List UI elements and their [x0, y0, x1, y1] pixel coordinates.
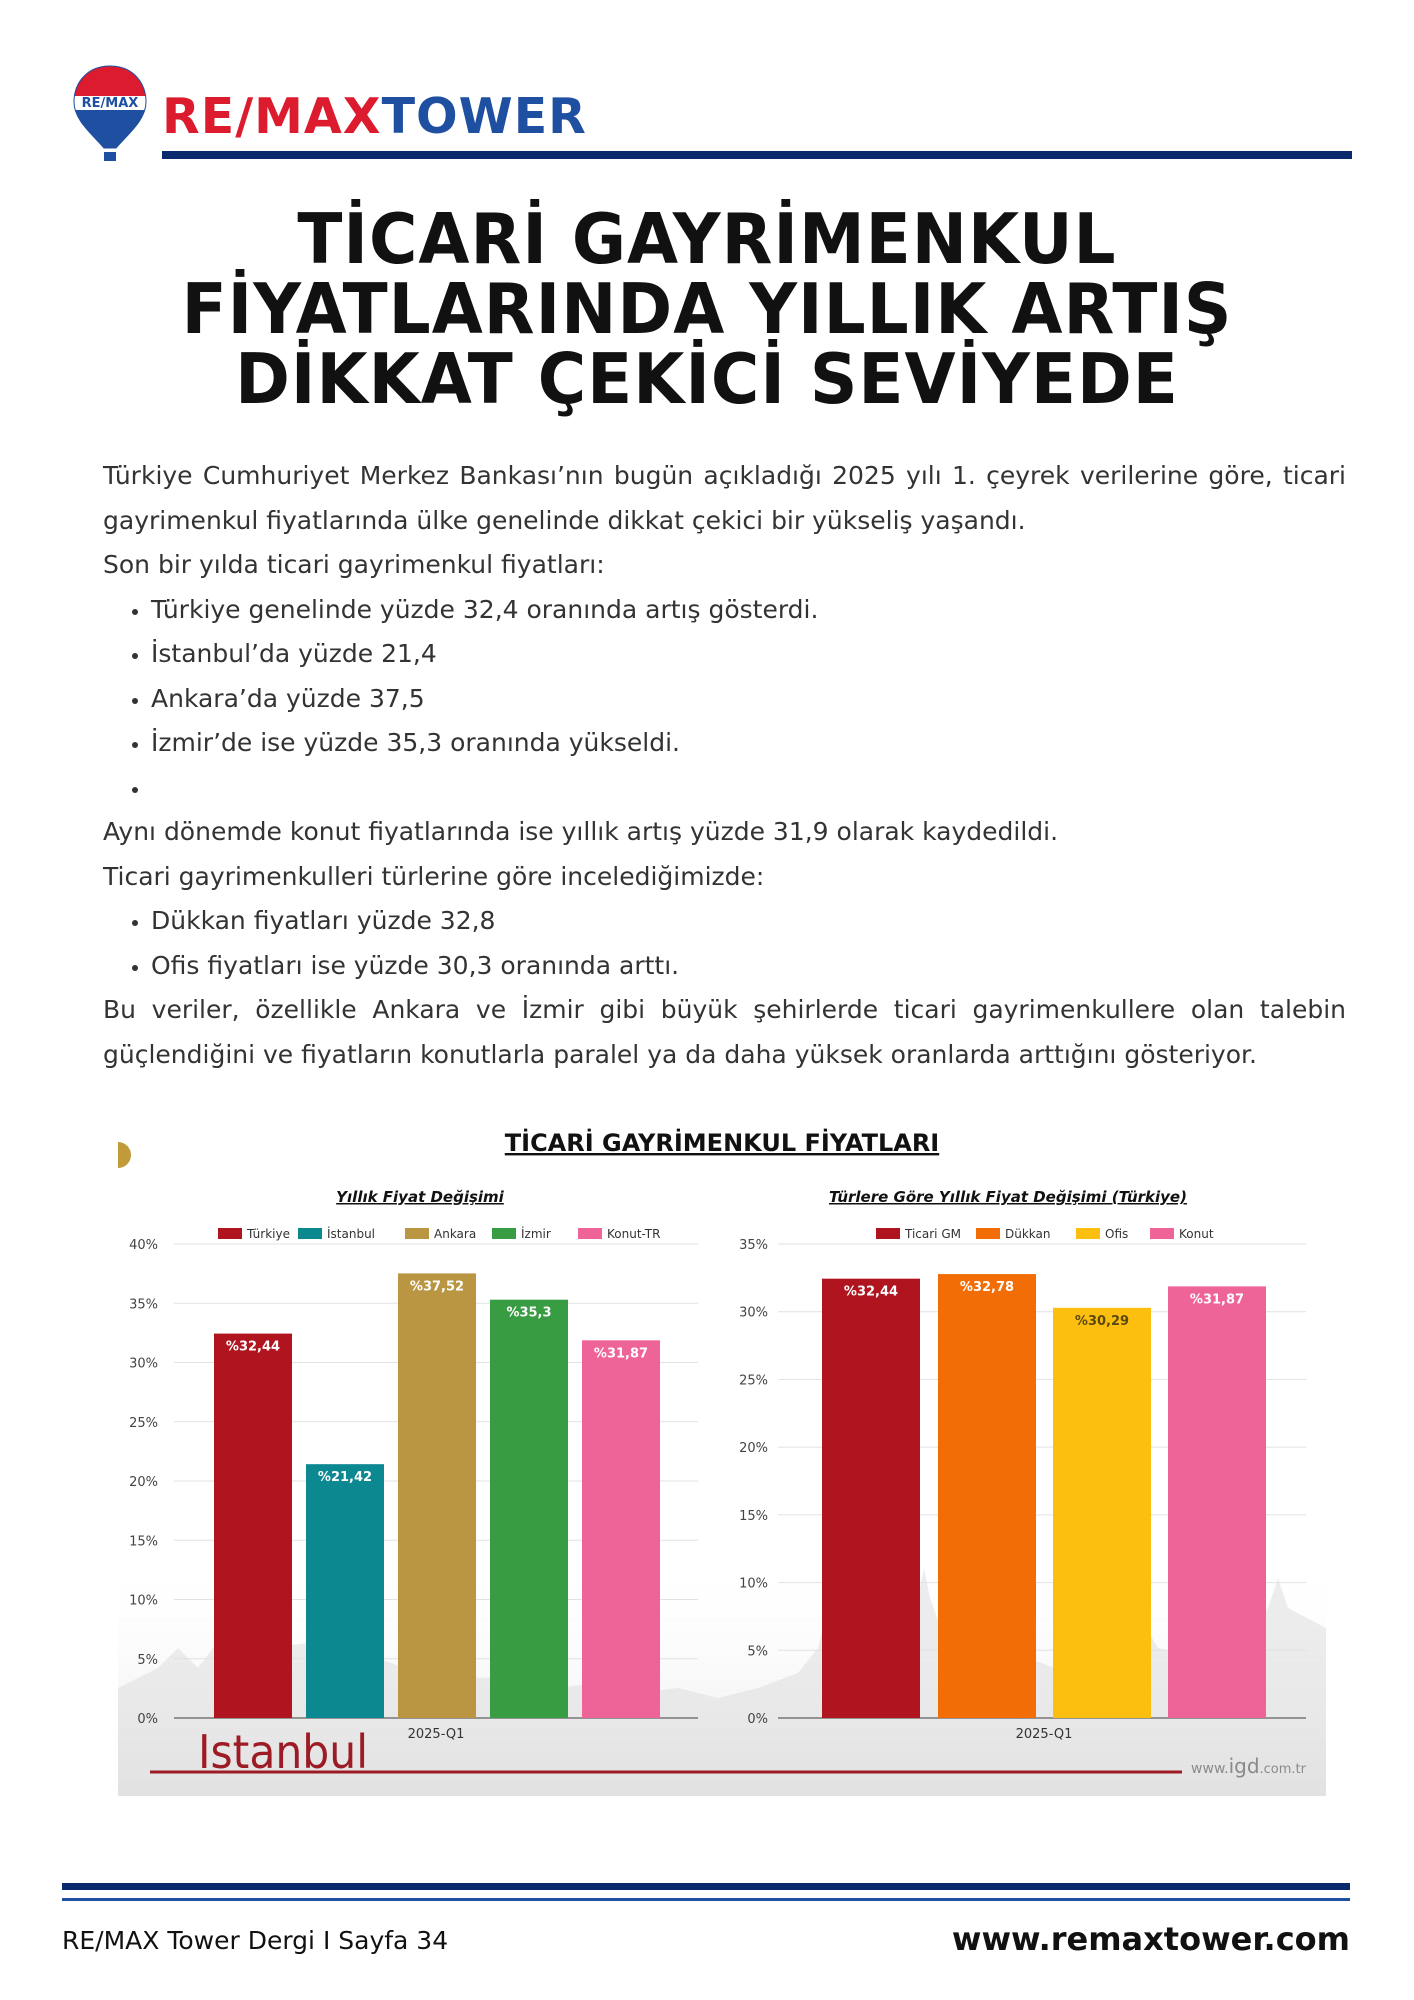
logo-text: RE/MAX — [81, 96, 139, 111]
legend-label: Dükkan — [1005, 1227, 1051, 1241]
data-label: %35,3 — [506, 1305, 552, 1321]
data-label: %37,52 — [409, 1279, 465, 1295]
legend-swatch — [218, 1228, 242, 1239]
paragraph-lead: Son bir yılda ticari gayrimenkul fiyatları: — [103, 550, 605, 579]
legend-swatch — [492, 1228, 516, 1239]
data-label: %32,44 — [843, 1284, 899, 1300]
bar-i-zmir — [490, 1300, 568, 1718]
paragraph-types: Ticari gayrimenkulleri türlerine göre incelediğimizde: — [103, 861, 765, 891]
x-category-label: 2025-Q1 — [407, 1727, 465, 1742]
footer-rule-thin — [62, 1898, 1350, 1901]
brand-wordmark — [162, 88, 587, 145]
y-tick-label: 5% — [137, 1652, 158, 1668]
paragraph-conclusion: Bu veriler, özellikle Ankara ve İzmir gibi büyük şehirlerde ticari gayrimenkullere olan talebin güçlendiğini ve fiyatların konutlarla paralel ya da daha yüksek oranlarda arttığını gösteriyor. — [103, 995, 1346, 1069]
brand-remax: RE/MAX — [162, 88, 382, 145]
legend-label: Konut — [1179, 1227, 1214, 1241]
y-tick-label: 25% — [739, 1373, 768, 1389]
brand-tower: TOWER — [381, 88, 587, 145]
headline-line-2: FİYATLARINDA YILLIK ARTIŞ — [181, 269, 1233, 350]
y-tick-label: 10% — [129, 1593, 158, 1609]
legend-swatch — [876, 1228, 900, 1239]
paragraph-intro: Türkiye Cumhuriyet Merkez Bankası’nın bugün açıkladığı 2025 yılı 1. çeyrek verilerine göre, ticari gayrimenkul fiyatlarında ülke genelinde dikkat çekici bir yükseliş yaşandı. — [103, 461, 1346, 535]
remax-balloon-logo — [70, 62, 150, 170]
data-label: %21,42 — [317, 1470, 373, 1486]
legend-label: Ankara — [434, 1227, 477, 1241]
y-tick-label: 35% — [739, 1238, 768, 1253]
y-tick-label: 20% — [739, 1441, 768, 1457]
chart-yearly-change — [129, 1188, 698, 1742]
y-tick-label: 20% — [129, 1475, 158, 1490]
chart-subtitle: Yıllık Fiyat Değişimi — [336, 1188, 504, 1206]
infographic-svg — [118, 1128, 1326, 1796]
bar-ankara — [398, 1273, 476, 1718]
x-category-label: 2025-Q1 — [1015, 1727, 1073, 1742]
list-item: • Dükkan fiyatları yüzde 32,8 — [151, 899, 1346, 944]
y-tick-label: 0% — [137, 1712, 158, 1727]
bar-ticari-gm — [822, 1279, 920, 1718]
legend-swatch — [1076, 1228, 1100, 1239]
y-tick-label: 15% — [739, 1508, 768, 1524]
legend-label: Ofis — [1105, 1227, 1129, 1241]
headline-line-1: TİCARİ GAYRİMENKUL — [297, 199, 1117, 280]
chart-subtitle: Türlere Göre Yıllık Fiyat Değişimi (Türkiye) — [829, 1188, 1187, 1206]
list-item: • İzmir’de ise yüzde 35,3 oranında yükseldi. — [151, 721, 1346, 766]
footer-magazine-page: RE/MAX Tower Dergi I Sayfa 34 — [62, 1926, 449, 1955]
source-credit: www.igd.com.tr — [1191, 1754, 1306, 1778]
y-tick-label: 5% — [747, 1644, 768, 1660]
data-label: %32,44 — [225, 1339, 281, 1355]
bar-t-rkiye — [214, 1334, 292, 1718]
list-item: • Ofis fiyatları ise yüzde 30,3 oranında arttı. — [151, 944, 1346, 989]
headline-line-3: DİKKAT ÇEKİCİ SEVİYEDE — [235, 339, 1179, 420]
infographic-title: TİCARİ GAYRİMENKUL FİYATLARI — [504, 1129, 940, 1157]
type-list — [103, 899, 1346, 988]
legend-label: Türkiye — [247, 1227, 290, 1241]
y-tick-label: 30% — [739, 1305, 768, 1321]
y-tick-label: 0% — [747, 1712, 768, 1727]
bar-d-kkan — [938, 1274, 1036, 1718]
article-headline — [180, 199, 1234, 420]
legend-label: İzmir — [521, 1227, 551, 1241]
legend-label: Konut-TR — [607, 1227, 661, 1241]
bar-konut-tr — [582, 1340, 660, 1718]
bar-ofis — [1053, 1308, 1151, 1718]
bar-konut — [1168, 1286, 1266, 1718]
article-body — [103, 454, 1346, 1077]
legend-swatch — [976, 1228, 1000, 1239]
y-tick-label: 25% — [129, 1415, 158, 1431]
legend-swatch — [405, 1228, 429, 1239]
header-rule — [162, 151, 1352, 159]
list-item-empty — [151, 766, 1346, 811]
legend-label: İstanbul — [327, 1227, 376, 1241]
city-list — [103, 588, 1346, 811]
data-label: %31,87 — [1189, 1292, 1245, 1308]
data-label: %32,78 — [959, 1280, 1015, 1296]
footer-website-link[interactable]: www.remaxtower.com — [951, 1920, 1350, 1958]
list-item: • İstanbul’da yüzde 21,4 — [151, 632, 1346, 677]
footer-rule — [62, 1883, 1350, 1890]
legend-swatch — [298, 1228, 322, 1239]
list-item: • Ankara’da yüzde 37,5 — [151, 677, 1346, 722]
bar-i-stanbul — [306, 1464, 384, 1718]
data-label: %30,29 — [1074, 1313, 1130, 1329]
data-label: %31,87 — [593, 1346, 649, 1362]
paragraph-housing: Aynı dönemde konut fiyatlarında ise yıllık artış yüzde 31,9 olarak kaydedildi. — [103, 817, 1059, 846]
infographic-panel — [118, 1128, 1326, 1796]
istanbul-brand: Istanbul — [198, 1725, 368, 1779]
y-tick-label: 10% — [739, 1576, 768, 1592]
y-tick-label: 30% — [129, 1356, 158, 1372]
y-tick-label: 15% — [129, 1534, 158, 1550]
list-item: • Türkiye genelinde yüzde 32,4 oranında artış gösterdi. — [151, 588, 1346, 633]
decorative-half-disc — [118, 1142, 131, 1168]
legend-label: Ticari GM — [905, 1227, 961, 1241]
y-tick-label: 35% — [129, 1297, 158, 1313]
y-tick-label: 40% — [129, 1238, 158, 1253]
legend-swatch — [1150, 1228, 1174, 1239]
legend-swatch — [578, 1228, 602, 1239]
chart-type-change — [739, 1188, 1306, 1742]
